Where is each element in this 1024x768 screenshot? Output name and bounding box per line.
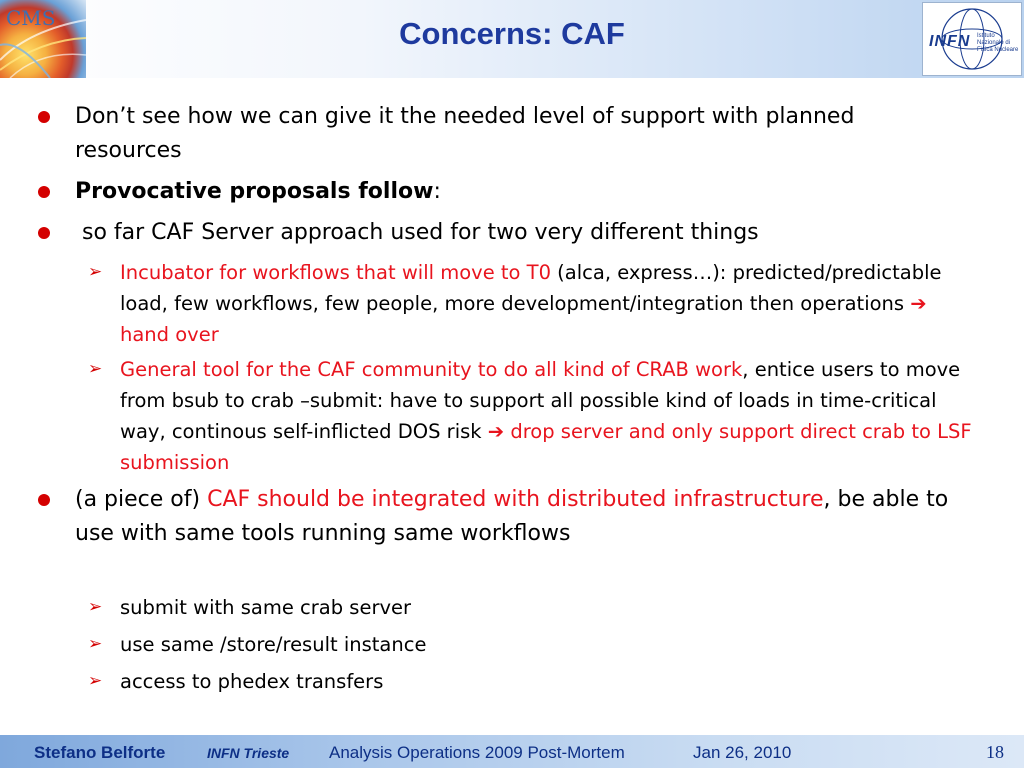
right-arrow-icon: ➔: [487, 420, 505, 443]
red-dot-icon: [38, 111, 50, 123]
body-text: (a piece of): [75, 487, 208, 512]
arrowhead-icon: ➢: [88, 597, 103, 617]
infn-logo-text: INFN: [929, 33, 971, 50]
highlight-text: hand over: [120, 323, 219, 346]
arrowhead-icon: ➢: [88, 359, 103, 379]
arrowhead-icon: ➢: [88, 671, 103, 691]
bold-text: Provocative proposals follow: [75, 179, 434, 204]
highlight-text: CAF should be integrated with distributed infrastructure: [207, 487, 824, 512]
red-dot-icon: [38, 494, 50, 506]
highlight-text: General tool for the CAF community to do all kind of CRAB work: [120, 358, 743, 381]
footer-talk-title: Analysis Operations 2009 Post-Mortem: [329, 743, 625, 762]
body-text: , be able to use with same tools running same workflows: [75, 487, 949, 546]
cms-logo-text: CMS: [6, 6, 56, 30]
red-dot-icon: [38, 186, 50, 198]
sub-bullet-text: [120, 257, 980, 350]
highlight-text: Incubator for workflows that will move to T0: [120, 261, 551, 284]
arrowhead-icon: ➢: [88, 262, 103, 282]
footer-date: Jan 26, 2010: [693, 743, 792, 762]
sub-bullet-text: submit with same crab server: [120, 596, 412, 619]
footer-institute: INFN Trieste: [207, 745, 290, 761]
right-arrow-icon: ➔: [910, 292, 927, 315]
highlight-text: drop server and only support direct crab to LSF submission: [120, 420, 972, 474]
sub-bullet-text: [120, 354, 980, 478]
slide-title: Concerns: CAF: [399, 16, 625, 51]
bullet-text: so far CAF Server approach used for two very different things: [75, 220, 759, 245]
red-dot-icon: [38, 227, 50, 239]
bullet-text-colon: :: [433, 179, 441, 204]
body-text: , entice users to move from bsub to crab –submit: have to support all possible kind of loads in time-critical way, continous self-inflicted DOS risk: [120, 358, 961, 443]
bullet-text: [75, 175, 965, 209]
infn-logo-subtext: Istituto Nazionale di Fisica Nucleare: [977, 33, 1019, 53]
sub-bullet-text: use same /store/result instance: [120, 633, 427, 656]
page-number: 18: [986, 742, 1004, 762]
arrowhead-icon: ➢: [88, 634, 103, 654]
body-text: (alca, express…): predicted/predictable load, few workflows, few people, more development/integration then operations: [120, 261, 942, 315]
slide-footer: [0, 735, 1024, 768]
sub-bullet-text: access to phedex transfers: [120, 670, 384, 693]
footer-author: Stefano Belforte: [34, 743, 166, 762]
bullet-text: Don’t see how we can give it the needed level of support with planned resources: [75, 104, 855, 163]
bullet-text: [75, 483, 965, 551]
